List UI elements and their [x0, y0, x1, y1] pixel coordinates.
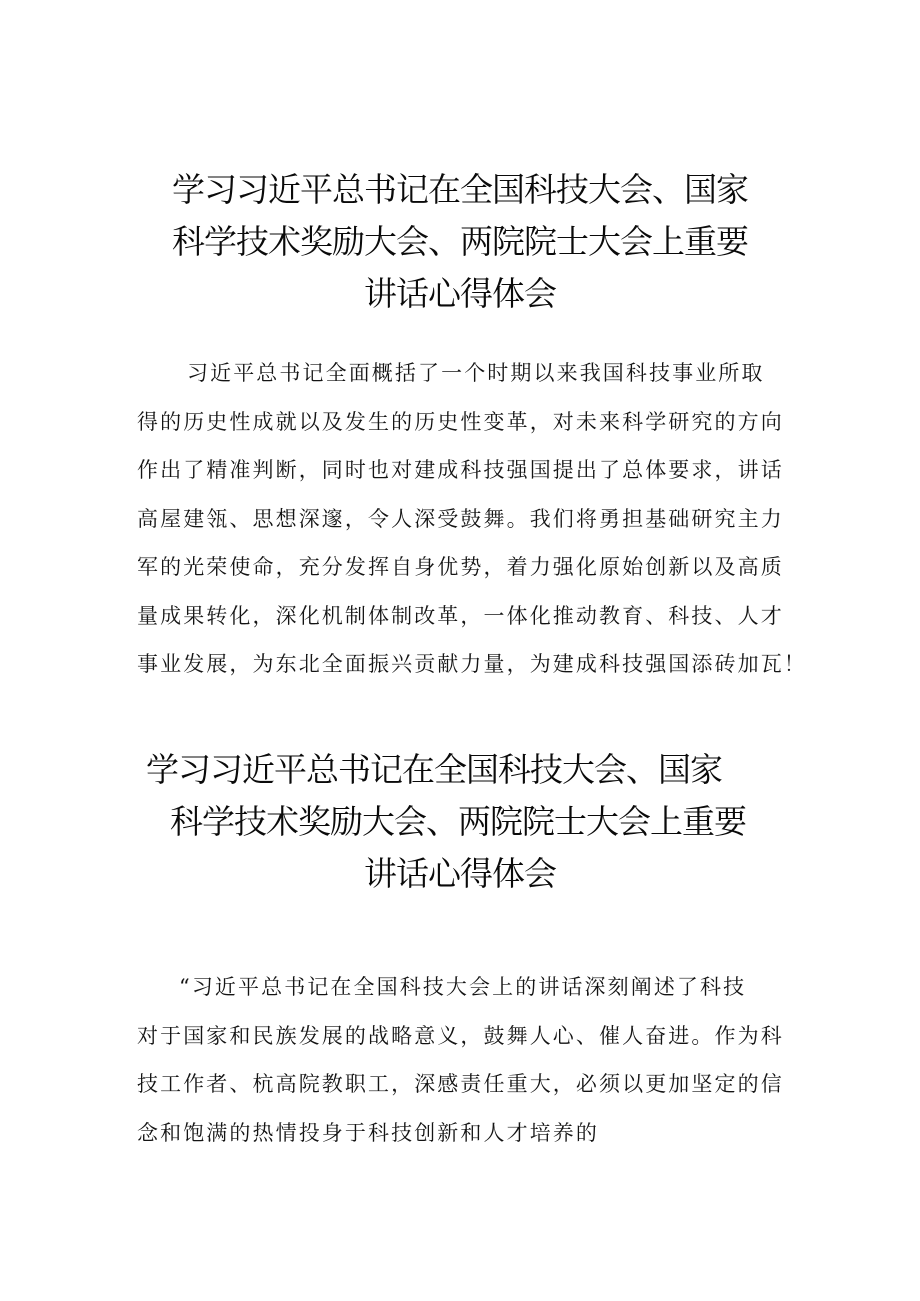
- title-line: 科学技术奖励大会、两院院士大会上重要: [172, 222, 748, 261]
- body-line: 技工作者、杭高院教职工，深感责任重大，必须以更加坚定的信: [137, 1072, 784, 1096]
- article-body-1: [137, 349, 807, 689]
- body-line: 量成果转化，深化机制体制改革，一体化推动教育、科技、人才: [137, 603, 784, 628]
- body-line: 高屋建瓴、思想深邃，令人深受鼓舞。我们将勇担基础研究主力: [137, 506, 784, 531]
- title-line: 学习习近平总书记在全国科技大会、国家: [172, 170, 748, 209]
- body-line: 对于国家和民族发展的战略意义，鼓舞人心、催人奋进。作为科: [137, 1023, 784, 1048]
- title-line: 学习习近平总书记在全国科技大会、国家: [146, 750, 722, 789]
- title-line: 讲话心得体会: [364, 274, 556, 313]
- article-title-2: [120, 744, 760, 900]
- body-line: 得的历史性成就以及发生的历史性变革，对未来科学研究的方向: [137, 409, 784, 434]
- title-line: 科学技术奖励大会、两院院士大会上重要: [170, 802, 746, 841]
- body-line: 事业发展，为东北全面振兴贡献力量，为建成科技强国添砖加瓦！: [137, 652, 807, 676]
- article-title-1: [140, 164, 780, 320]
- title-line: 讲话心得体会: [364, 854, 556, 893]
- body-line: 军的光荣使命，充分发挥自身优势，着力强化原始创新以及高质: [137, 555, 784, 579]
- body-line: 念和饱满的热情投身于科技创新和人才培养的: [137, 1120, 599, 1145]
- body-line: “习近平总书记在全国科技大会上的讲话深刻阐述了科技: [179, 975, 747, 999]
- body-line: 作出了精准判断，同时也对建成科技强国提出了总体要求，讲话: [137, 458, 784, 482]
- body-line: 习近平总书记全面概括了一个时期以来我国科技事业所取: [187, 361, 765, 385]
- article-body-2: [137, 963, 784, 1157]
